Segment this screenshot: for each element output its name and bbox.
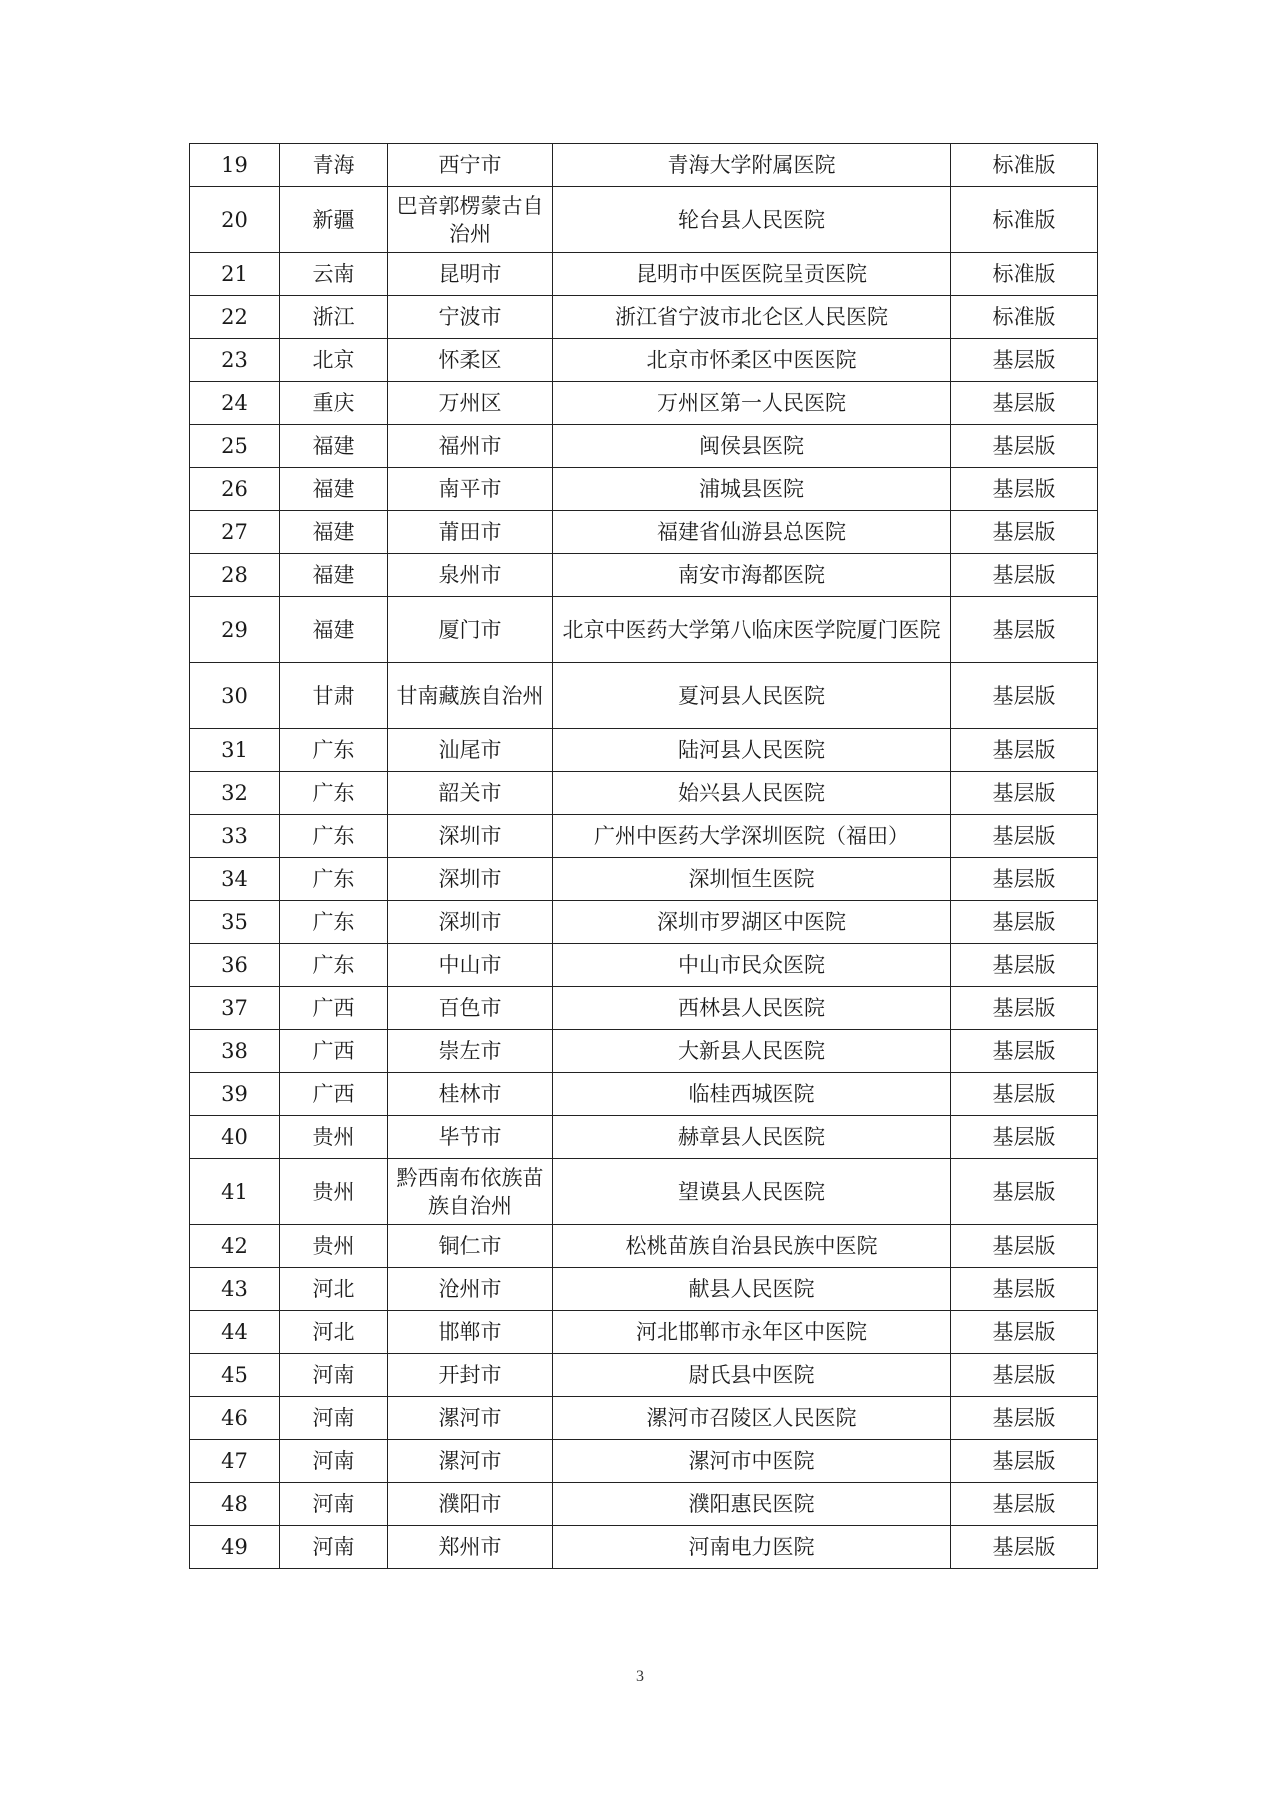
table-row bbox=[190, 1354, 1098, 1397]
city-cell: 南平市 bbox=[388, 468, 553, 511]
table-row bbox=[190, 339, 1098, 382]
table-row bbox=[190, 1268, 1098, 1311]
province-cell: 河北 bbox=[280, 1311, 388, 1354]
hospital-name-cell: 始兴县人民医院 bbox=[553, 772, 951, 815]
version-cell: 基层版 bbox=[951, 1440, 1098, 1483]
table-row bbox=[190, 772, 1098, 815]
hospital-name-cell: 浙江省宁波市北仑区人民医院 bbox=[553, 296, 951, 339]
province-cell: 河南 bbox=[280, 1483, 388, 1526]
province-cell: 广西 bbox=[280, 987, 388, 1030]
city-cell: 漯河市 bbox=[388, 1397, 553, 1440]
hospital-name-cell: 福建省仙游县总医院 bbox=[553, 511, 951, 554]
table-row bbox=[190, 554, 1098, 597]
version-cell: 基层版 bbox=[951, 511, 1098, 554]
row-number-cell: 25 bbox=[190, 425, 280, 468]
row-number-cell: 29 bbox=[190, 597, 280, 663]
version-cell: 基层版 bbox=[951, 554, 1098, 597]
province-cell: 新疆 bbox=[280, 187, 388, 253]
hospital-name-cell: 北京市怀柔区中医医院 bbox=[553, 339, 951, 382]
province-cell: 河南 bbox=[280, 1526, 388, 1569]
row-number-cell: 28 bbox=[190, 554, 280, 597]
city-cell: 甘南藏族自治州 bbox=[388, 663, 553, 729]
city-cell: 深圳市 bbox=[388, 901, 553, 944]
row-number-cell: 46 bbox=[190, 1397, 280, 1440]
row-number-cell: 38 bbox=[190, 1030, 280, 1073]
city-cell: 莆田市 bbox=[388, 511, 553, 554]
city-cell: 郑州市 bbox=[388, 1526, 553, 1569]
hospital-name-cell: 青海大学附属医院 bbox=[553, 144, 951, 187]
table-row bbox=[190, 1397, 1098, 1440]
province-cell: 广西 bbox=[280, 1030, 388, 1073]
row-number-cell: 31 bbox=[190, 729, 280, 772]
version-cell: 基层版 bbox=[951, 858, 1098, 901]
hospital-name-cell: 濮阳惠民医院 bbox=[553, 1483, 951, 1526]
hospital-name-cell: 昆明市中医医院呈贡医院 bbox=[553, 253, 951, 296]
city-cell: 怀柔区 bbox=[388, 339, 553, 382]
hospital-name-cell: 临桂西城医院 bbox=[553, 1073, 951, 1116]
table-row bbox=[190, 511, 1098, 554]
row-number-cell: 27 bbox=[190, 511, 280, 554]
city-cell: 宁波市 bbox=[388, 296, 553, 339]
province-cell: 河南 bbox=[280, 1440, 388, 1483]
hospital-name-cell: 献县人民医院 bbox=[553, 1268, 951, 1311]
province-cell: 贵州 bbox=[280, 1159, 388, 1225]
city-cell: 黔西南布依族苗族自治州 bbox=[388, 1159, 553, 1225]
hospital-name-cell: 河南电力医院 bbox=[553, 1526, 951, 1569]
table-row bbox=[190, 815, 1098, 858]
row-number-cell: 34 bbox=[190, 858, 280, 901]
hospital-name-cell: 中山市民众医院 bbox=[553, 944, 951, 987]
province-cell: 云南 bbox=[280, 253, 388, 296]
row-number-cell: 20 bbox=[190, 187, 280, 253]
row-number-cell: 21 bbox=[190, 253, 280, 296]
table-row bbox=[190, 858, 1098, 901]
table-row bbox=[190, 1159, 1098, 1225]
row-number-cell: 32 bbox=[190, 772, 280, 815]
city-cell: 桂林市 bbox=[388, 1073, 553, 1116]
row-number-cell: 47 bbox=[190, 1440, 280, 1483]
page-number: 3 bbox=[636, 1668, 644, 1685]
version-cell: 基层版 bbox=[951, 944, 1098, 987]
table-row bbox=[190, 425, 1098, 468]
row-number-cell: 24 bbox=[190, 382, 280, 425]
row-number-cell: 26 bbox=[190, 468, 280, 511]
table-row bbox=[190, 382, 1098, 425]
version-cell: 基层版 bbox=[951, 663, 1098, 729]
row-number-cell: 49 bbox=[190, 1526, 280, 1569]
province-cell: 河南 bbox=[280, 1397, 388, 1440]
province-cell: 浙江 bbox=[280, 296, 388, 339]
hospital-name-cell: 漯河市召陵区人民医院 bbox=[553, 1397, 951, 1440]
city-cell: 深圳市 bbox=[388, 815, 553, 858]
province-cell: 河南 bbox=[280, 1354, 388, 1397]
city-cell: 泉州市 bbox=[388, 554, 553, 597]
hospital-name-cell: 北京中医药大学第八临床医学院厦门医院 bbox=[553, 597, 951, 663]
row-number-cell: 41 bbox=[190, 1159, 280, 1225]
hospital-name-cell: 赫章县人民医院 bbox=[553, 1116, 951, 1159]
version-cell: 标准版 bbox=[951, 144, 1098, 187]
version-cell: 基层版 bbox=[951, 1225, 1098, 1268]
table-row bbox=[190, 1526, 1098, 1569]
table-row bbox=[190, 944, 1098, 987]
province-cell: 贵州 bbox=[280, 1225, 388, 1268]
table-row bbox=[190, 663, 1098, 729]
hospital-name-cell: 河北邯郸市永年区中医院 bbox=[553, 1311, 951, 1354]
province-cell: 福建 bbox=[280, 425, 388, 468]
hospital-name-cell: 闽侯县医院 bbox=[553, 425, 951, 468]
hospital-name-cell: 漯河市中医院 bbox=[553, 1440, 951, 1483]
hospital-name-cell: 西林县人民医院 bbox=[553, 987, 951, 1030]
hospital-name-cell: 陆河县人民医院 bbox=[553, 729, 951, 772]
province-cell: 青海 bbox=[280, 144, 388, 187]
hospital-name-cell: 深圳市罗湖区中医院 bbox=[553, 901, 951, 944]
version-cell: 基层版 bbox=[951, 729, 1098, 772]
version-cell: 基层版 bbox=[951, 1116, 1098, 1159]
table-row bbox=[190, 296, 1098, 339]
table-row bbox=[190, 1225, 1098, 1268]
hospital-name-cell: 深圳恒生医院 bbox=[553, 858, 951, 901]
province-cell: 河北 bbox=[280, 1268, 388, 1311]
version-cell: 基层版 bbox=[951, 815, 1098, 858]
version-cell: 基层版 bbox=[951, 1526, 1098, 1569]
version-cell: 基层版 bbox=[951, 901, 1098, 944]
row-number-cell: 48 bbox=[190, 1483, 280, 1526]
table-row bbox=[190, 729, 1098, 772]
row-number-cell: 33 bbox=[190, 815, 280, 858]
version-cell: 基层版 bbox=[951, 1159, 1098, 1225]
province-cell: 北京 bbox=[280, 339, 388, 382]
table-row bbox=[190, 253, 1098, 296]
hospital-name-cell: 浦城县医院 bbox=[553, 468, 951, 511]
row-number-cell: 35 bbox=[190, 901, 280, 944]
row-number-cell: 40 bbox=[190, 1116, 280, 1159]
version-cell: 基层版 bbox=[951, 1483, 1098, 1526]
province-cell: 广东 bbox=[280, 944, 388, 987]
city-cell: 汕尾市 bbox=[388, 729, 553, 772]
table-row bbox=[190, 468, 1098, 511]
table-row bbox=[190, 987, 1098, 1030]
version-cell: 标准版 bbox=[951, 253, 1098, 296]
table-row bbox=[190, 597, 1098, 663]
hospital-name-cell: 大新县人民医院 bbox=[553, 1030, 951, 1073]
version-cell: 基层版 bbox=[951, 1268, 1098, 1311]
province-cell: 广东 bbox=[280, 858, 388, 901]
city-cell: 万州区 bbox=[388, 382, 553, 425]
row-number-cell: 44 bbox=[190, 1311, 280, 1354]
table-row bbox=[190, 144, 1098, 187]
city-cell: 西宁市 bbox=[388, 144, 553, 187]
hospital-name-cell: 万州区第一人民医院 bbox=[553, 382, 951, 425]
version-cell: 基层版 bbox=[951, 1030, 1098, 1073]
city-cell: 巴音郭楞蒙古自治州 bbox=[388, 187, 553, 253]
row-number-cell: 39 bbox=[190, 1073, 280, 1116]
city-cell: 深圳市 bbox=[388, 858, 553, 901]
city-cell: 沧州市 bbox=[388, 1268, 553, 1311]
hospital-table-body bbox=[190, 144, 1098, 1569]
table-row bbox=[190, 1311, 1098, 1354]
version-cell: 标准版 bbox=[951, 187, 1098, 253]
hospital-name-cell: 广州中医药大学深圳医院（福田） bbox=[553, 815, 951, 858]
province-cell: 福建 bbox=[280, 511, 388, 554]
province-cell: 广东 bbox=[280, 772, 388, 815]
table-row bbox=[190, 187, 1098, 253]
version-cell: 标准版 bbox=[951, 296, 1098, 339]
province-cell: 福建 bbox=[280, 597, 388, 663]
version-cell: 基层版 bbox=[951, 1311, 1098, 1354]
city-cell: 韶关市 bbox=[388, 772, 553, 815]
province-cell: 广西 bbox=[280, 1073, 388, 1116]
hospital-name-cell: 望谟县人民医院 bbox=[553, 1159, 951, 1225]
hospital-name-cell: 夏河县人民医院 bbox=[553, 663, 951, 729]
row-number-cell: 19 bbox=[190, 144, 280, 187]
province-cell: 福建 bbox=[280, 554, 388, 597]
province-cell: 广东 bbox=[280, 729, 388, 772]
city-cell: 崇左市 bbox=[388, 1030, 553, 1073]
version-cell: 基层版 bbox=[951, 1354, 1098, 1397]
row-number-cell: 22 bbox=[190, 296, 280, 339]
city-cell: 福州市 bbox=[388, 425, 553, 468]
version-cell: 基层版 bbox=[951, 339, 1098, 382]
city-cell: 厦门市 bbox=[388, 597, 553, 663]
hospital-name-cell: 轮台县人民医院 bbox=[553, 187, 951, 253]
row-number-cell: 36 bbox=[190, 944, 280, 987]
version-cell: 基层版 bbox=[951, 1073, 1098, 1116]
row-number-cell: 42 bbox=[190, 1225, 280, 1268]
table-row bbox=[190, 1440, 1098, 1483]
row-number-cell: 43 bbox=[190, 1268, 280, 1311]
city-cell: 百色市 bbox=[388, 987, 553, 1030]
table-row bbox=[190, 901, 1098, 944]
city-cell: 铜仁市 bbox=[388, 1225, 553, 1268]
version-cell: 基层版 bbox=[951, 1397, 1098, 1440]
province-cell: 福建 bbox=[280, 468, 388, 511]
province-cell: 重庆 bbox=[280, 382, 388, 425]
province-cell: 甘肃 bbox=[280, 663, 388, 729]
hospital-name-cell: 南安市海都医院 bbox=[553, 554, 951, 597]
version-cell: 基层版 bbox=[951, 468, 1098, 511]
city-cell: 濮阳市 bbox=[388, 1483, 553, 1526]
city-cell: 开封市 bbox=[388, 1354, 553, 1397]
city-cell: 昆明市 bbox=[388, 253, 553, 296]
table-row bbox=[190, 1116, 1098, 1159]
version-cell: 基层版 bbox=[951, 597, 1098, 663]
hospital-table bbox=[189, 143, 1098, 1569]
city-cell: 毕节市 bbox=[388, 1116, 553, 1159]
row-number-cell: 45 bbox=[190, 1354, 280, 1397]
version-cell: 基层版 bbox=[951, 987, 1098, 1030]
city-cell: 漯河市 bbox=[388, 1440, 553, 1483]
city-cell: 邯郸市 bbox=[388, 1311, 553, 1354]
province-cell: 广东 bbox=[280, 901, 388, 944]
table-row bbox=[190, 1073, 1098, 1116]
version-cell: 基层版 bbox=[951, 772, 1098, 815]
row-number-cell: 23 bbox=[190, 339, 280, 382]
city-cell: 中山市 bbox=[388, 944, 553, 987]
hospital-name-cell: 尉氏县中医院 bbox=[553, 1354, 951, 1397]
province-cell: 贵州 bbox=[280, 1116, 388, 1159]
table-row bbox=[190, 1483, 1098, 1526]
province-cell: 广东 bbox=[280, 815, 388, 858]
table-row bbox=[190, 1030, 1098, 1073]
row-number-cell: 30 bbox=[190, 663, 280, 729]
row-number-cell: 37 bbox=[190, 987, 280, 1030]
hospital-name-cell: 松桃苗族自治县民族中医院 bbox=[553, 1225, 951, 1268]
version-cell: 基层版 bbox=[951, 382, 1098, 425]
version-cell: 基层版 bbox=[951, 425, 1098, 468]
